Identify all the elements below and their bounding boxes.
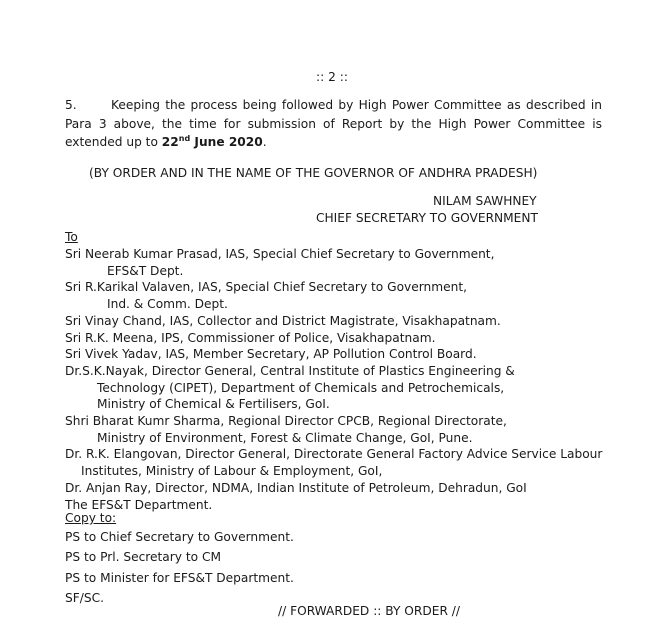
list-item: Ind. & Comm. Dept. bbox=[107, 297, 228, 312]
copy-heading: Copy to: bbox=[65, 511, 117, 525]
list-item: Dr. Anjan Ray, Director, NDMA, Indian Institute of Petroleum, Dehradun, GoI bbox=[65, 480, 527, 495]
list-item: PS to Prl. Secretary to CM bbox=[65, 550, 222, 565]
list-item: SF/SC. bbox=[65, 590, 104, 605]
signatory-name: NILAM SAWHNEY bbox=[433, 194, 537, 208]
paragraph-number: 5. bbox=[65, 98, 77, 112]
list-item: PS to Chief Secretary to Government. bbox=[65, 530, 294, 544]
list-item: Institutes, Ministry of Labour & Employment, GoI, bbox=[81, 464, 383, 479]
list-item: Shri Bharat Kumr Sharma, Regional Director CPCB, Regional Directorate, bbox=[65, 414, 507, 429]
list-item: PS to Minister for EFS&T Department. bbox=[65, 570, 294, 585]
list-item: Dr. R.K. Elangovan, Director General, Directorate General Factory Advice Service Labour bbox=[65, 447, 603, 462]
forwarded-line: // FORWARDED :: BY ORDER // bbox=[278, 604, 460, 618]
list-item: Ministry of Environment, Forest & Climate Change, GoI, Pune. bbox=[97, 430, 473, 445]
order-line: (BY ORDER AND IN THE NAME OF THE GOVERNOR OF ANDHRA PRADESH) bbox=[89, 166, 538, 180]
list-item: EFS&T Dept. bbox=[107, 263, 184, 278]
list-item: Dr.S.K.Nayak, Director General, Central Institute of Plastics Engineering & bbox=[65, 363, 515, 378]
list-item: Sri Vinay Chand, IAS, Collector and District Magistrate, Visakhapatnam. bbox=[65, 313, 501, 328]
list-item: Sri Vivek Yadav, IAS, Member Secretary, AP Pollution Control Board. bbox=[65, 347, 477, 362]
list-item: Sri R.Karikal Valaven, IAS, Special Chief Secretary to Government, bbox=[65, 280, 468, 295]
paragraph-5: 5. Keeping the process being followed by High Power Committee as described in Para 3 above, the time for submission of Report by the High Power Committee is extended up to 22nd June 2020. bbox=[65, 98, 602, 149]
recipient-list bbox=[65, 246, 602, 513]
list-item: The EFS&T Department. bbox=[65, 497, 213, 512]
list-item: Sri Neerab Kumar Prasad, IAS, Special Chief Secretary to Government, bbox=[65, 247, 495, 261]
list-item: Technology (CIPET), Department of Chemicals and Petrochemicals, bbox=[97, 380, 505, 395]
list-item: Ministry of Chemical & Fertilisers, GoI. bbox=[97, 397, 330, 412]
to-heading: To bbox=[65, 230, 78, 244]
page-number: :: 2 :: bbox=[316, 70, 348, 84]
paragraph-text: Keeping the process being followed by High Power Committee as described in Para 3 above, the time for submission of Report by the High Power Committee is extended up to bbox=[65, 98, 602, 149]
deadline-date: 22nd June 2020 bbox=[161, 133, 263, 149]
copy-list bbox=[65, 527, 294, 608]
list-item: Sri R.K. Meena, IPS, Commissioner of Police, Visakhapatnam. bbox=[65, 330, 436, 345]
signatory-title: CHIEF SECRETARY TO GOVERNMENT bbox=[316, 211, 538, 225]
